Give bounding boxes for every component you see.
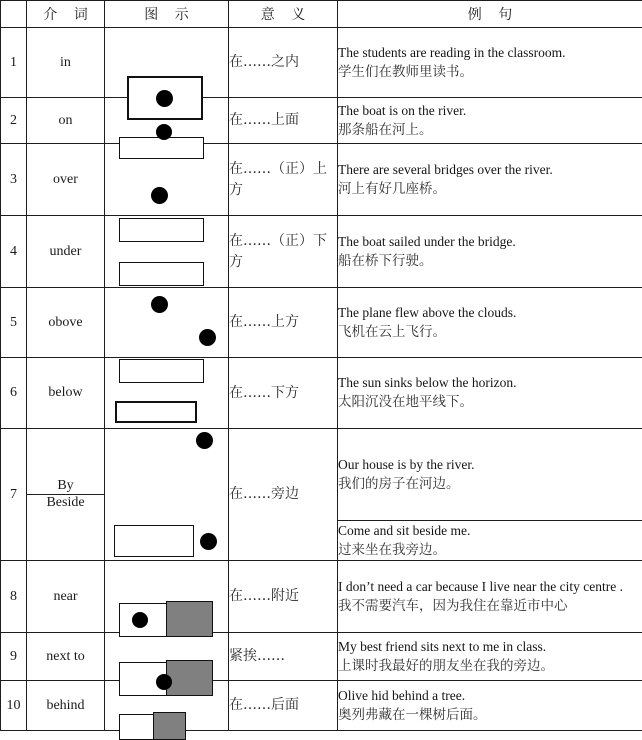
meaning-text: 紧挨…… bbox=[229, 633, 338, 681]
example-chinese: 学生们在教师里读书。 bbox=[338, 63, 642, 83]
example-cell bbox=[338, 144, 642, 216]
example-cell bbox=[338, 28, 642, 98]
preposition-label: By bbox=[27, 478, 104, 495]
table-row bbox=[1, 288, 642, 358]
example-english: The students are reading in the classroom. bbox=[338, 43, 642, 63]
example-english: The plane flew above the clouds. bbox=[338, 303, 642, 323]
example-chinese: 太阳沉没在地平线下。 bbox=[338, 393, 642, 413]
row-number: 4 bbox=[1, 216, 27, 288]
row-number: 3 bbox=[1, 144, 27, 216]
table-row bbox=[1, 633, 642, 681]
example-cell bbox=[338, 358, 642, 429]
example-cell bbox=[338, 521, 642, 561]
example-chinese: 奥列弗藏在一棵树后面。 bbox=[338, 706, 642, 726]
table-row bbox=[1, 28, 642, 98]
meaning-text: 在……上方 bbox=[229, 288, 338, 358]
table-row bbox=[1, 358, 642, 429]
example-english: My best friend sits next to me in class. bbox=[338, 637, 642, 657]
preposition-label: near bbox=[27, 561, 105, 633]
example-cell bbox=[338, 98, 642, 144]
row-number: 5 bbox=[1, 288, 27, 358]
row-number: 6 bbox=[1, 358, 27, 429]
meaning-text: 在……下方 bbox=[229, 358, 338, 429]
table-row bbox=[1, 561, 642, 633]
table-row bbox=[1, 429, 642, 521]
table-row bbox=[1, 216, 642, 288]
example-english: Olive hid behind a tree. bbox=[338, 686, 642, 706]
example-chinese: 飞机在云上飞行。 bbox=[338, 323, 642, 343]
table-row bbox=[1, 98, 642, 144]
table-header-row bbox=[1, 1, 642, 28]
example-chinese: 河上有好几座桥。 bbox=[338, 180, 642, 200]
preposition-label: in bbox=[27, 28, 105, 98]
row-number: 9 bbox=[1, 633, 27, 681]
example-english: The sun sinks below the horizon. bbox=[338, 373, 642, 393]
diagram-cell bbox=[105, 28, 229, 98]
header-number bbox=[1, 1, 27, 28]
meaning-text: 在……后面 bbox=[229, 681, 338, 731]
preposition-label: behind bbox=[27, 681, 105, 731]
example-english: The boat sailed under the bridge. bbox=[338, 232, 642, 252]
example-chinese: 我不需要汽车，因为我住在靠近市中心 bbox=[338, 597, 642, 617]
row-number: 8 bbox=[1, 561, 27, 633]
preposition-label: obove bbox=[27, 288, 105, 358]
preposition-label: over bbox=[27, 144, 105, 216]
preposition-label: next to bbox=[27, 633, 105, 681]
example-cell bbox=[338, 681, 642, 731]
example-english: The boat is on the river. bbox=[338, 101, 642, 121]
meaning-text: 在……旁边 bbox=[229, 429, 338, 561]
meaning-text: 在……附近 bbox=[229, 561, 338, 633]
row-number: 1 bbox=[1, 28, 27, 98]
example-english: I don’t need a car because I live near the city centre . bbox=[338, 577, 642, 597]
meaning-text: 在……（正）下方 bbox=[229, 216, 338, 288]
preposition-label: on bbox=[27, 98, 105, 144]
row-number: 10 bbox=[1, 681, 27, 731]
diagram-cell bbox=[105, 561, 229, 633]
meaning-text: 在……（正）上方 bbox=[229, 144, 338, 216]
meaning-text: 在……上面 bbox=[229, 98, 338, 144]
row-number: 7 bbox=[1, 429, 27, 561]
row-number: 2 bbox=[1, 98, 27, 144]
diagram-cell bbox=[105, 288, 229, 358]
example-chinese: 我们的房子在河边。 bbox=[338, 475, 642, 495]
example-chinese: 过来坐在我旁边。 bbox=[338, 541, 642, 561]
preposition-label: under bbox=[27, 216, 105, 288]
example-cell bbox=[338, 288, 642, 358]
example-chinese: 那条船在河上。 bbox=[338, 121, 642, 141]
table-row bbox=[1, 681, 642, 731]
preposition-label: below bbox=[27, 358, 105, 429]
table-row bbox=[1, 144, 642, 216]
preposition-label-alt: Beside bbox=[27, 495, 104, 512]
header-diagram: 图 示 bbox=[105, 1, 229, 28]
diagram-cell bbox=[105, 633, 229, 681]
header-meaning: 意 义 bbox=[229, 1, 338, 28]
example-chinese: 船在桥下行驶。 bbox=[338, 252, 642, 272]
example-chinese: 上课时我最好的朋友坐在我的旁边。 bbox=[338, 657, 642, 677]
example-english: Our house is by the river. bbox=[338, 455, 642, 475]
example-cell bbox=[338, 429, 642, 521]
example-cell bbox=[338, 633, 642, 681]
example-cell bbox=[338, 561, 642, 633]
example-english: There are several bridges over the river. bbox=[338, 160, 642, 180]
header-example: 例 句 bbox=[338, 1, 642, 28]
header-preposition: 介 词 bbox=[27, 1, 105, 28]
example-cell bbox=[338, 216, 642, 288]
meaning-text: 在……之内 bbox=[229, 28, 338, 98]
diagram-cell bbox=[105, 429, 229, 561]
preposition-split-cell bbox=[27, 429, 105, 561]
example-english: Come and sit beside me. bbox=[338, 521, 642, 541]
